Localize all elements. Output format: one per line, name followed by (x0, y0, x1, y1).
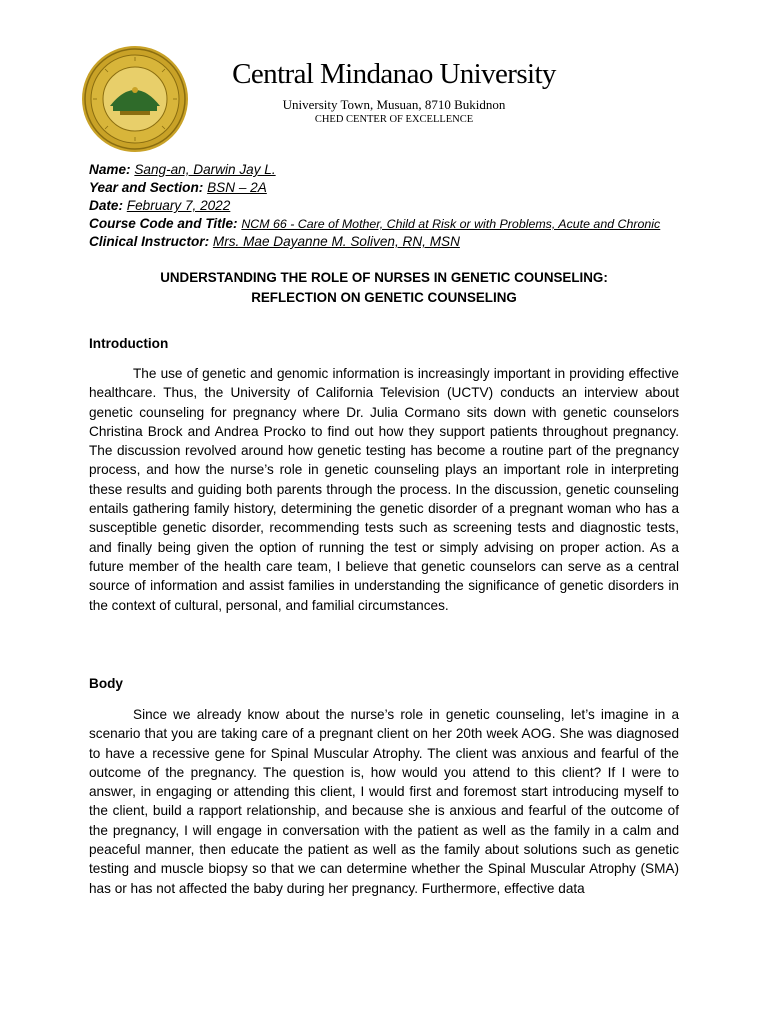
ched-designation: CHED CENTER OF EXCELLENCE (314, 114, 474, 125)
date-row (89, 197, 660, 215)
instructor-label: Clinical Instructor: (89, 234, 210, 249)
instructor-row (89, 233, 660, 251)
body-paragraph: Since we already know about the nurse’s role in genetic counseling, let’s imagine in a scenario that you are taking care of a pregnant client on her 20th week AOG. She was diagnosed to have a recessive gene for Spinal Muscular Atrophy. The client was anxious and fearful of the outcome of the pregnancy. The question is, how would you attend to this client? If I were to answer, in engaging or attending this client, I would first and foremost start introducing myself to the client, build a rapport relationship, and because she is anxious and fearful of the outcome of the pregnancy, I will engage in conversation with the patient as well as the family in a calm and peaceful manner, then educate the patient as well as the family about solutions such as genetic testing and muscle biopsy so that we can determine whether the Spinal Muscular Atrophy (SMA) has or has not affected the baby during her pregnancy. Furthermore, effective data (89, 707, 679, 896)
introduction-heading: Introduction (89, 336, 169, 351)
year-section-value: BSN – 2A (207, 180, 267, 195)
course-value: NCM 66 - Care of Mother, Child at Risk or with Problems, Acute and Chronic (241, 217, 661, 231)
introduction-paragraph: The use of genetic and genomic information is increasingly important in providing effective healthcare. Thus, the University of California Television (UCTV) conducts an interview about genetic counseling for pregnancy where Dr. Julia Cormano sits down with genetic counselors Christina Brock and Andrea Procko to find out how they support patients throughout pregnancy. The discussion revolved around how genetic testing has become a routine part of the pregnancy process, and how the nurse’s role in genetic counseling plays an important role in interpreting these results and guiding both parents through the process. In the discussion, genetic counseling entails gathering family history, determining the genetic disorder of a pregnant woman who has a susceptible genetic disorder, recommending tests such as screening tests and diagnostic tests, and finally being given the option of running the test or simply advising on proper action. As a future member of the health care team, I believe that genetic counselors can serve as a central source of information and assist families in understanding the significance of genetic disorders in the context of cultural, personal, and familial circumstances. (89, 366, 679, 613)
date-label: Date: (89, 198, 123, 213)
course-row (89, 215, 660, 233)
name-label: Name: (89, 162, 131, 177)
instructor-value: Mrs. Mae Dayanne M. Soliven, RN, MSN (212, 234, 460, 249)
year-section-row (89, 179, 660, 197)
university-name: Central Mindanao University (232, 58, 556, 90)
title-line-2: REFLECTION ON GENETIC COUNSELING (251, 290, 517, 305)
document-title (89, 268, 679, 308)
date-value: February 7, 2022 (126, 198, 231, 213)
year-section-label: Year and Section: (89, 180, 204, 195)
name-row (89, 161, 660, 179)
university-address: University Town, Musuan, 8710 Bukidnon (282, 97, 506, 112)
body-heading: Body (89, 676, 123, 691)
course-label: Course Code and Title: (89, 216, 238, 231)
student-info-block (89, 161, 660, 251)
title-line-1: UNDERSTANDING THE ROLE OF NURSES IN GENETIC COUNSELING: (160, 270, 608, 285)
name-value: Sang-an, Darwin Jay L. (134, 162, 276, 177)
